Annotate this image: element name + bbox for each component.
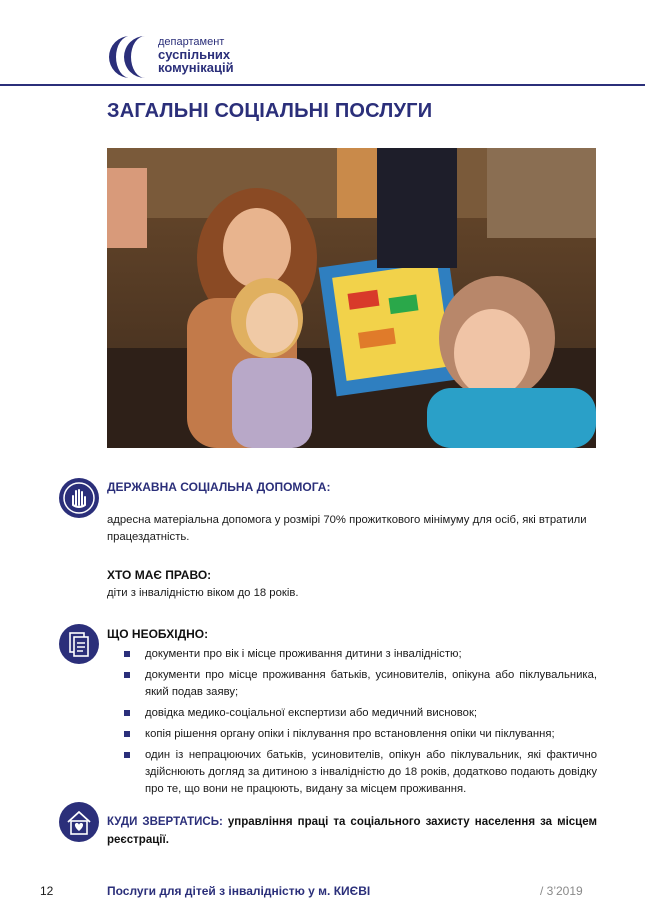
list-item: довідка медико-соціальної експертизи або медичний висновок;	[107, 705, 597, 722]
requirements-list	[107, 646, 597, 802]
documents-icon	[59, 624, 99, 664]
footer-issue: / 3’2019	[540, 884, 583, 898]
logo-line-2: суспільних	[158, 47, 231, 62]
bullet-icon	[124, 731, 130, 737]
logo-line-1: департамент	[158, 36, 225, 48]
bullet-icon	[124, 672, 130, 678]
eligibility-heading: ХТО МАЄ ПРАВО:	[107, 568, 212, 582]
bullet-icon	[124, 651, 130, 657]
bullet-icon	[124, 710, 130, 716]
where-to-apply	[107, 813, 597, 849]
section-heading-state-aid: ДЕРЖАВНА СОЦІАЛЬНА ДОПОМОГА:	[107, 480, 331, 494]
where-to-apply-text: управління праці та соціального захисту населення за місцем реєстрації.	[107, 816, 597, 846]
list-item: один із непрацюючих батьків, усиновителів, опікун або піклувальник, які фактично здійснюють догляд за дитиною з інвалідністю до 18 років, додатково подають довідку про те, що вони не працюють, видану за місцем проживання.	[107, 747, 597, 798]
eligibility-text: діти з інвалідністю віком до 18 років.	[107, 587, 299, 599]
logo-icon	[107, 34, 153, 80]
page-number: 12	[40, 884, 54, 898]
footer-title: Послуги для дітей з інвалідністю у м. КИЄВІ	[107, 884, 371, 898]
requirements-heading: ЩО НЕОБХІДНО:	[107, 627, 209, 641]
logo-line-3: комунікацій	[158, 60, 234, 75]
header-divider	[0, 84, 645, 86]
house-heart-icon	[59, 802, 99, 842]
photo-children-playing	[107, 148, 596, 448]
where-to-apply-label: КУДИ ЗВЕРТАТИСЬ:	[107, 816, 223, 828]
page-title: ЗАГАЛЬНІ СОЦІАЛЬНІ ПОСЛУГИ	[107, 100, 433, 122]
page-header	[0, 0, 645, 88]
logo-text	[158, 36, 234, 74]
section-text-state-aid: адресна матеріальна допомога у розмірі 70% прожиткового мінімуму для осіб, які втратили працездатність.	[107, 514, 587, 543]
list-item: документи про місце проживання батьків, усиновителів, опікуна або піклувальника, який подав заяву;	[107, 667, 597, 701]
list-item: копія рішення органу опіки і піклування про встановлення опіки чи піклування;	[107, 726, 597, 743]
hand-icon	[59, 478, 99, 518]
list-item: документи про вік і місце проживання дитини з інвалідністю;	[107, 646, 597, 663]
bullet-icon	[124, 752, 130, 758]
